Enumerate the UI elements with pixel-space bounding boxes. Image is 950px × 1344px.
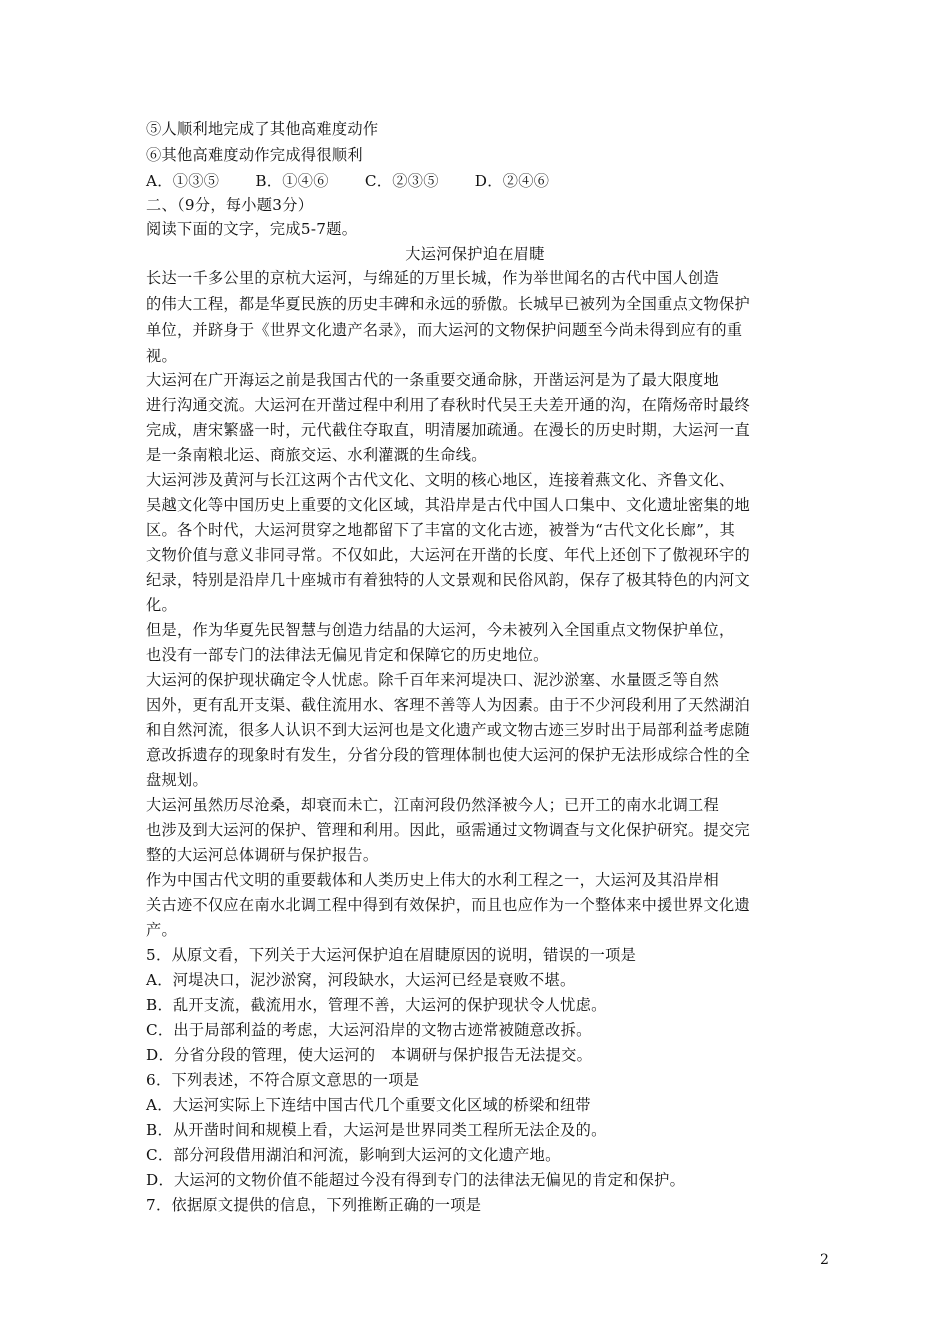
text-line: 也没有一部专门的法律法无偏见肯定和保障它的历史地位。	[146, 646, 549, 664]
text-line: 的伟大工程，都是华夏民族的历史丰碑和永远的骄傲。长城早已被列为全国重点文物保护	[146, 295, 751, 313]
option-c: C．部分河段借用湖泊和河流，影响到大运河的文化遗产地。	[146, 1146, 561, 1164]
text-line: ⑥其他高难度动作完成得很顺利	[146, 146, 363, 164]
text-line: 但是，作为华夏先民智慧与创造力结晶的大运河，今未被列入全国重点文物保护单位，	[146, 621, 735, 639]
option-b: B．从开凿时间和规模上看，大运河是世界同类工程所无法企及的。	[146, 1121, 607, 1139]
text-line: 因外，更有乱开支渠、截住流用水、客理不善等人为因素。由于不少河段利用了天然湖泊	[146, 696, 751, 714]
text-line: 文物价值与意义非同寻常。不仅如此，大运河在开凿的长度、年代上还创下了傲视环宇的	[146, 546, 751, 564]
text-line: 长达一千多公里的京杭大运河，与绵延的万里长城，作为举世闻名的古代中国人创造	[146, 269, 720, 287]
section-heading: 二、（9分，每小题3分）	[146, 196, 314, 214]
option-d: D．分省分段的管理，使大运河的 本调研与保护报告无法提交。	[146, 1046, 593, 1064]
text-line: 吴越文化等中国历史上重要的文化区域，其沿岸是古代中国人口集中、文化遗址密集的地	[146, 496, 751, 514]
text-line: ⑤人顺利地完成了其他高难度动作	[146, 120, 379, 138]
text-line: 也涉及到大运河的保护、管理和利用。因此，亟需通过文物调查与文化保护研究。提交完	[146, 821, 751, 839]
text-line: 完成，唐宋繁盛一时，元代截住夺取直，明清屡加疏通。在漫长的历史时期，大运河一直	[146, 421, 751, 439]
text-line: 大运河的保护现状确定令人忧虑。除千百年来河堤决口、泥沙淤塞、水量匮乏等自然	[146, 671, 720, 689]
page-number: 2	[820, 1252, 829, 1268]
text-line: 大运河在广开海运之前是我国古代的一条重要交通命脉，开凿运河是为了最大限度地	[146, 371, 720, 389]
text-line: 区。各个时代，大运河贯穿之地都留下了丰富的文化古迹，被誉为“古代文化长廊”，其	[146, 521, 736, 539]
instruction: 阅读下面的文字，完成5-7题。	[146, 220, 358, 238]
text-line: 单位，并跻身于《世界文化遗产名录》，而大运河的文物保护问题至今尚未得到应有的重	[146, 321, 743, 339]
question-6: 6．下列表述，不符合原文意思的一项是	[146, 1071, 420, 1089]
text-line: 产。	[146, 921, 177, 939]
text-line: 和自然河流，很多人认识不到大运河也是文化遗产或文物古迹三岁时出于局部利益考虑随	[146, 721, 751, 739]
question-7: 7．依据原文提供的信息，下列推断正确的一项是	[146, 1196, 482, 1214]
article-title: 大运河保护迫在眉睫	[405, 245, 545, 263]
text-line: 视。	[146, 347, 177, 365]
option-c: C．出于局部利益的考虑，大运河沿岸的文物古迹常被随意改拆。	[146, 1021, 592, 1039]
text-line: 盘规划。	[146, 771, 208, 789]
text-line: 化。	[146, 596, 177, 614]
text-line: 大运河虽然历尽沧桑，却衰而未亡，江南河段仍然泽被今人；已开工的南水北调工程	[146, 796, 720, 814]
text-line: 整的大运河总体调研与保护报告。	[146, 846, 379, 864]
text-line: 意改拆遗存的现象时有发生，分省分段的管理体制也使大运河的保护无法形成综合性的全	[146, 746, 751, 764]
text-line: 关古迹不仅应在南水北调工程中得到有效保护，而且也应作为一个整体来中援世界文化遗	[146, 896, 751, 914]
text-line: 是一条南粮北运、商旅交运、水利灌溉的生命线。	[146, 446, 487, 464]
text-line: 作为中国古代文明的重要载体和人类历史上伟大的水利工程之一，大运河及其沿岸相	[146, 871, 720, 889]
option-b: B．乱开支流，截流用水，管理不善，大运河的保护现状令人忧虑。	[146, 996, 607, 1014]
option-a: A．大运河实际上下连结中国古代几个重要文化区域的桥梁和纽带	[146, 1096, 591, 1114]
option-a: A．河堤决口，泥沙淤窝，河段缺水，大运河已经是衰败不堪。	[146, 971, 576, 989]
answer-options: A．①③⑤ B．①④⑥ C．②③⑤ D．②④⑥	[146, 172, 550, 190]
question-5: 5．从原文看，下列关于大运河保护迫在眉睫原因的说明，错误的一项是	[146, 946, 637, 964]
text-line: 进行沟通交流。大运河在开凿过程中利用了春秋时代吴王夫差开通的沟，在隋炀帝时最终	[146, 396, 751, 414]
text-line: 纪录，特别是沿岸几十座城市有着独特的人文景观和民俗风韵，保存了极其特色的内河文	[146, 571, 751, 589]
text-line: 大运河涉及黄河与长江这两个古代文化、文明的核心地区，连接着燕文化、齐鲁文化、	[146, 471, 735, 489]
option-d: D．大运河的文物价值不能超过今没有得到专门的法律法无偏见的肯定和保护。	[146, 1171, 686, 1189]
